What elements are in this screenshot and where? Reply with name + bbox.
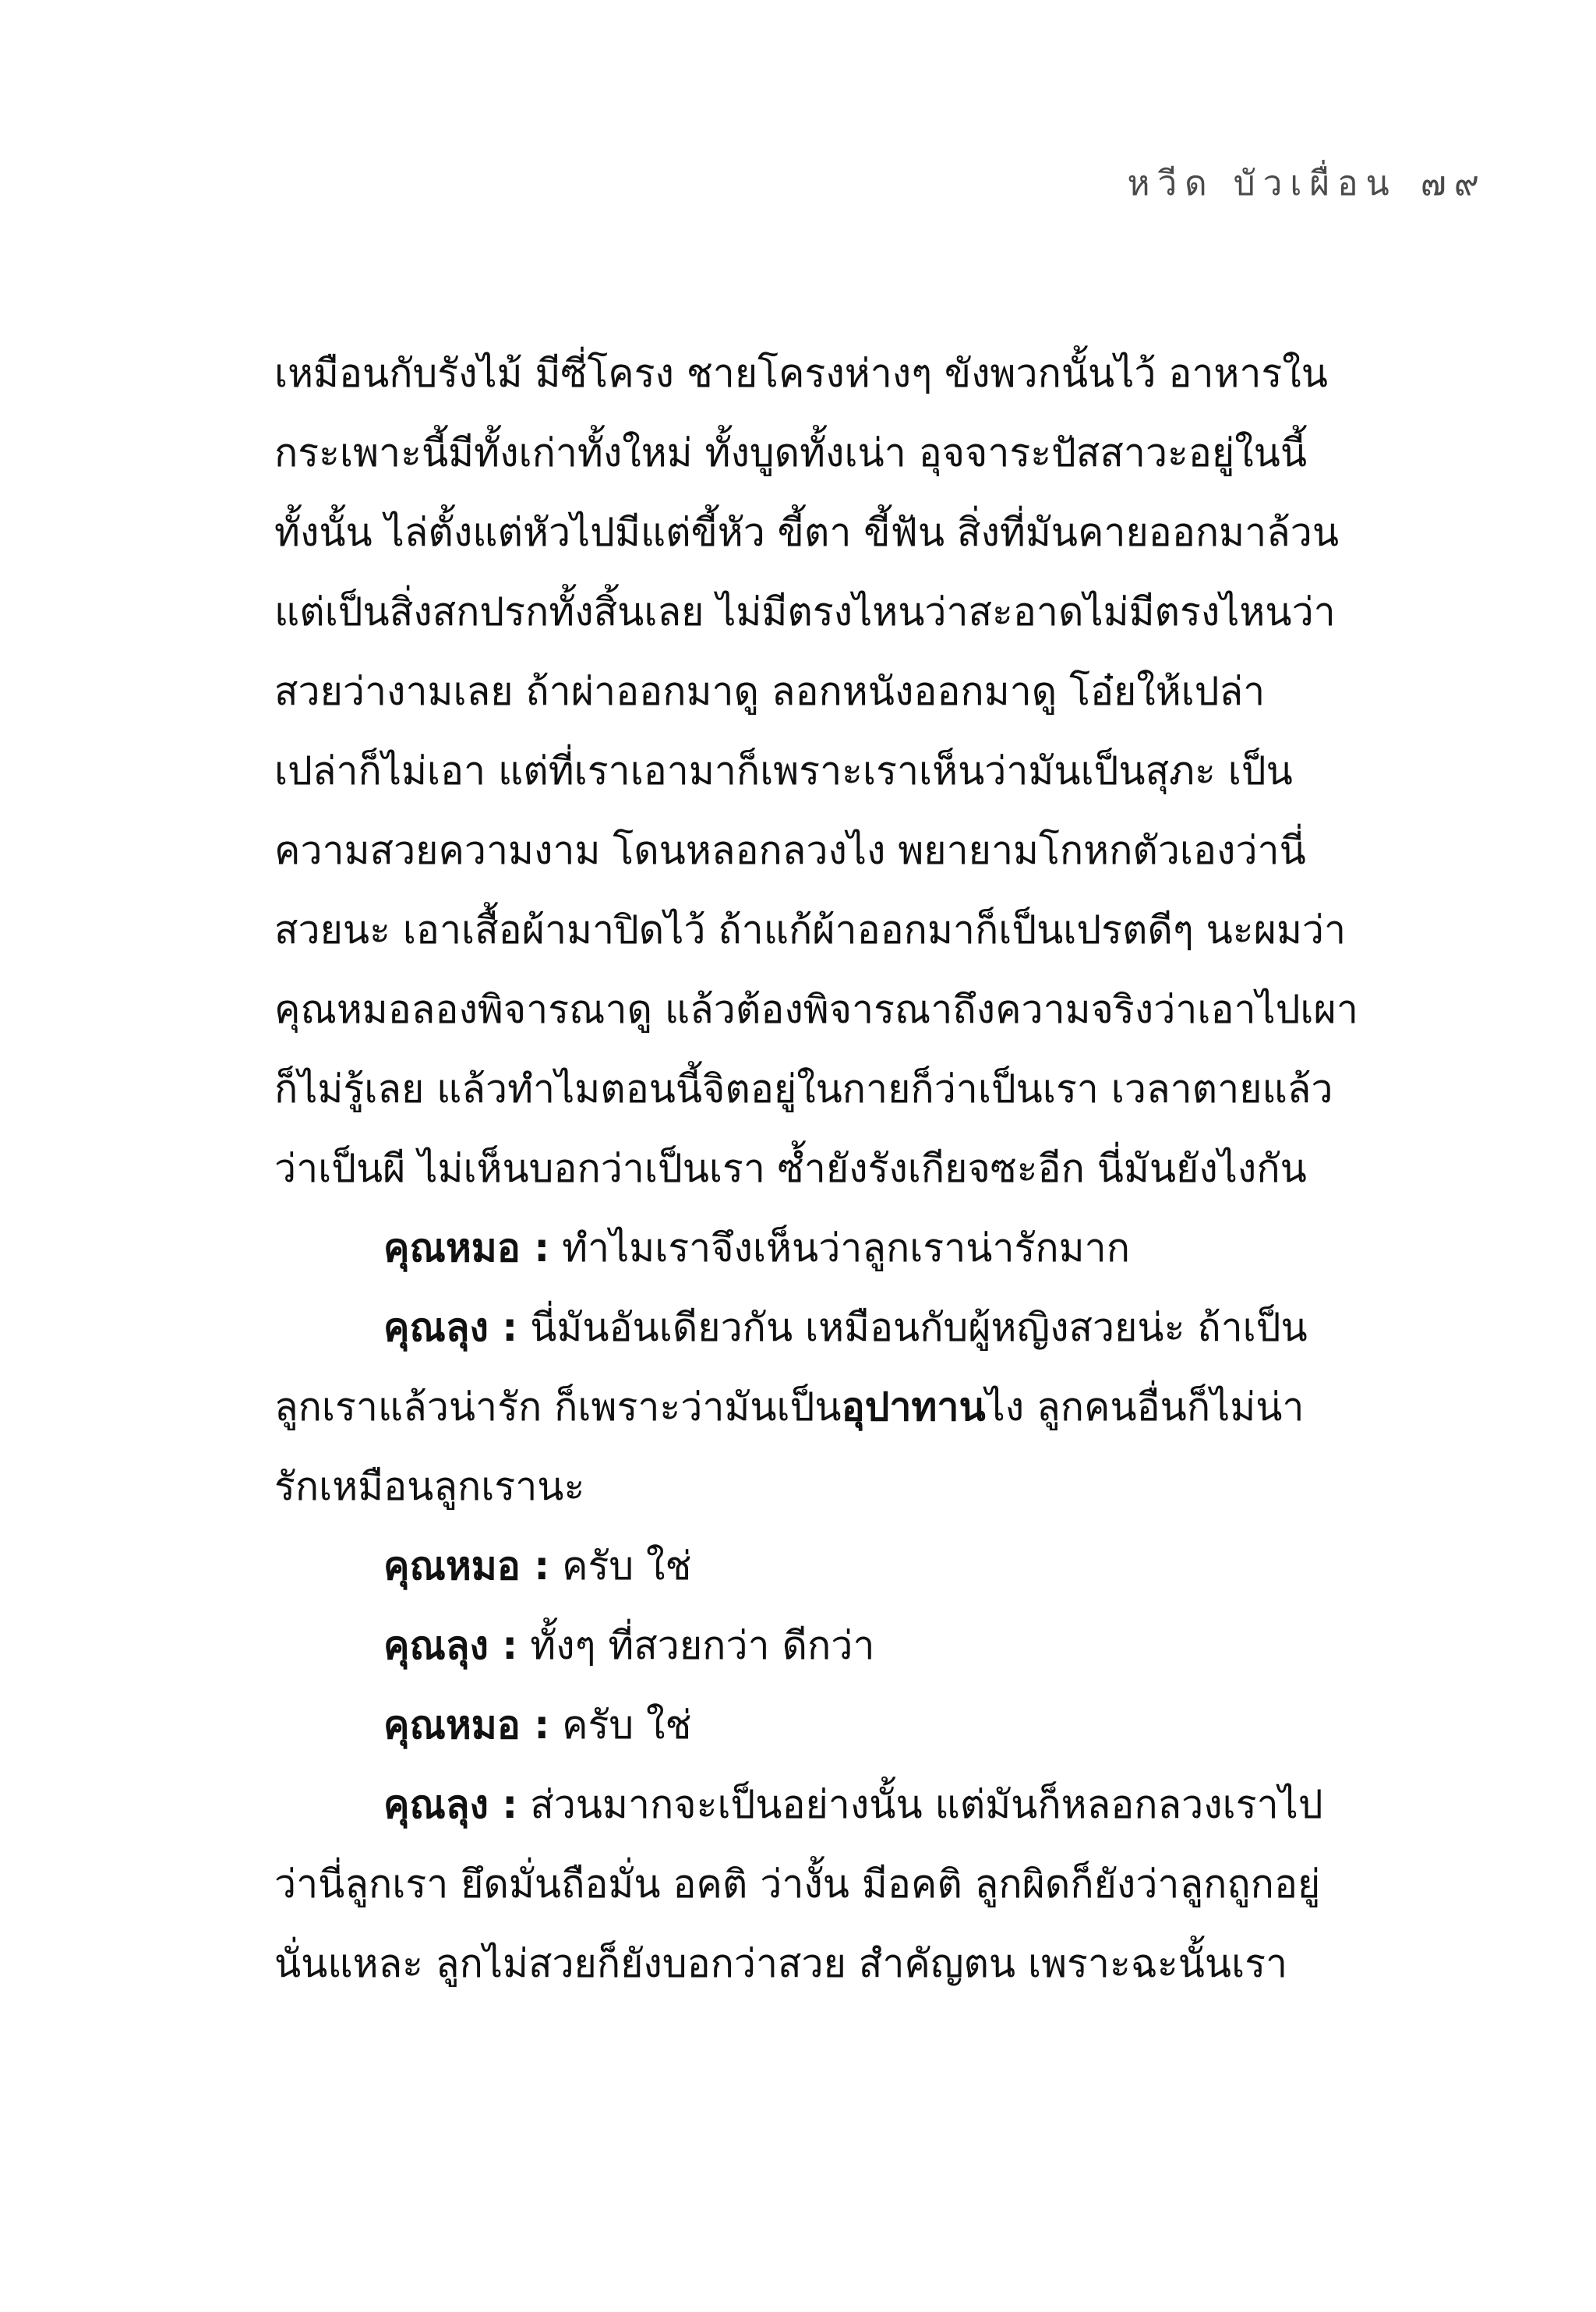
dialogue-text: ทั้งๆ ที่สวยกว่า ดีกว่า <box>530 1623 875 1668</box>
speaker-label: คุณลุง : <box>383 1305 518 1350</box>
dialogue-line <box>274 1606 1396 1685</box>
dialogue-text: นี่มันอันเดียวกัน เหมือนกับผู้หญิงสวยน่ะ ถ้าเป็น <box>530 1305 1308 1350</box>
text-line: กระเพาะนี้มีทั้งเก่าทั้งใหม่ ทั้งบูดทั้งเน่า อุจจาระปัสสาวะอยู่ในนี้ <box>274 430 1307 475</box>
text-line: ว่าเป็นผี ไม่เห็นบอกว่าเป็นเรา ซ้ำยังรังเกียจซะอีก นี่มันยังไงกัน <box>274 1146 1307 1191</box>
speaker-label: คุณลุง : <box>383 1623 518 1668</box>
dialogue-text: ลูกเราแล้วน่ารัก ก็เพราะว่ามันเป็น <box>274 1384 842 1430</box>
dialogue-text: ครับ ใช่ <box>562 1543 692 1589</box>
text-line: รักเหมือนลูกเรานะ <box>274 1464 585 1509</box>
page-number: ๗๙ <box>1420 164 1487 203</box>
text-line: เหมือนกับรังไม้ มีซี่โครง ชายโครงห่างๆ ขังพวกนั้นไว้ อาหารใน <box>274 351 1328 396</box>
text-line: เปล่าก็ไม่เอา แต่ที่เราเอามาก็เพราะเราเห็นว่ามันเป็นสุภะ เป็น <box>274 748 1293 794</box>
text-line: แต่เป็นสิ่งสกปรกทั้งสิ้นเลย ไม่มีตรงไหนว่าสะอาดไม่มีตรงไหนว่า <box>274 589 1336 635</box>
text-line: สวยนะ เอาเสื้อผ้ามาปิดไว้ ถ้าแก้ผ้าออกมาก็เป็นเปรตดีๆ นะผมว่า <box>274 907 1347 953</box>
emphasized-term: อุปาทาน <box>841 1384 986 1430</box>
body-text <box>274 334 1396 2003</box>
text-line: ก็ไม่รู้เลย แล้วทำไมตอนนี้จิตอยู่ในกายก็ว่าเป็นเรา เวลาตายแล้ว <box>274 1066 1333 1112</box>
running-header <box>1127 156 1487 210</box>
dialogue-text: ทำไมเราจึงเห็นว่าลูกเราน่ารักมาก <box>562 1225 1130 1271</box>
dialogue-line <box>274 1526 1396 1606</box>
dialogue-text: ครับ ใช่ <box>562 1702 692 1748</box>
text-line: ว่านี่ลูกเรา ยึดมั่นถือมั่น อคติ ว่างั้น มีอคติ ลูกผิดก็ยังว่าลูกถูกอยู่ <box>274 1861 1321 1907</box>
text-line: ความสวยความงาม โดนหลอกลวงไง พยายามโกหกตัวเองว่านี่ <box>274 828 1306 873</box>
text-line <box>274 1367 1396 1447</box>
text-line: สวยว่างามเลย ถ้าผ่าออกมาดู ลอกหนังออกมาดู โอ๋ยให้เปล่า <box>274 669 1266 714</box>
dialogue-line <box>274 1685 1396 1765</box>
text-line: นั่นแหละ ลูกไม่สวยก็ยังบอกว่าสวย สำคัญตน เพราะฉะนั้นเรา <box>274 1941 1288 1986</box>
dialogue-text: ส่วนมากจะเป็นอย่างนั้น แต่มันก็หลอกลวงเราไป <box>530 1782 1323 1827</box>
speaker-label: คุณหมอ : <box>383 1543 550 1589</box>
text-line: คุณหมอลองพิจารณาดู แล้วต้องพิจารณาถึงความจริงว่าเอาไปเผา <box>274 987 1358 1032</box>
speaker-label: คุณหมอ : <box>383 1225 550 1271</box>
dialogue-line <box>274 1288 1396 1367</box>
header-author: หวีด บัวเผื่อน <box>1127 164 1397 203</box>
text-line: ทั้งนั้น ไล่ตั้งแต่หัวไปมีแต่ขี้หัว ขี้ตา ขี้ฟัน สิ่งที่มันคายออกมาล้วน <box>274 510 1340 555</box>
dialogue-line <box>274 1765 1396 1844</box>
dialogue-line <box>274 1208 1396 1288</box>
speaker-label: คุณลุง : <box>383 1782 518 1827</box>
dialogue-text: ไง ลูกคนอื่นก็ไม่น่า <box>985 1384 1305 1430</box>
speaker-label: คุณหมอ : <box>383 1702 550 1748</box>
